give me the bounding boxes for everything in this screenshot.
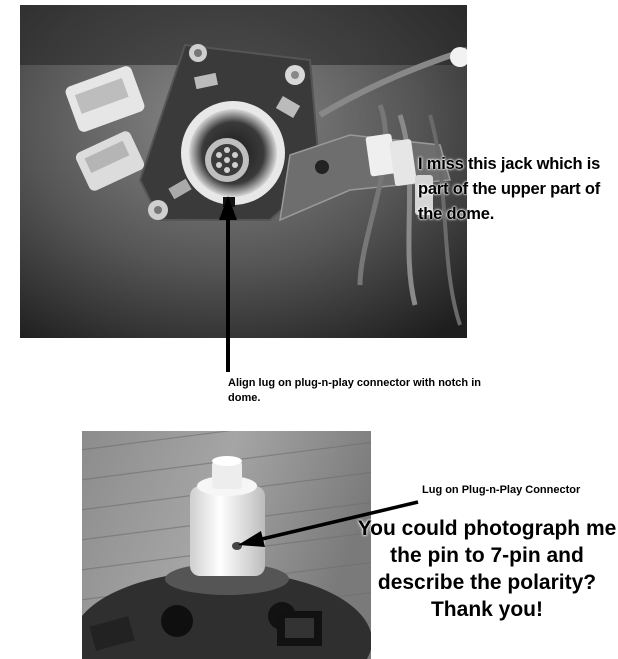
lug-arrow <box>238 502 418 547</box>
pin-question-note: You could photograph me the pin to 7-pin and describe the polarity? Thank you! <box>357 517 617 621</box>
lug-label: Lug on Plug-n-Play Connector <box>422 484 581 496</box>
missing-jack-note: I miss this jack which is part of the upper part of the dome. <box>418 155 601 223</box>
align-arrow <box>219 196 237 372</box>
align-lug-caption: Align lug on plug-n-play connector with notch in dome. <box>228 377 481 404</box>
